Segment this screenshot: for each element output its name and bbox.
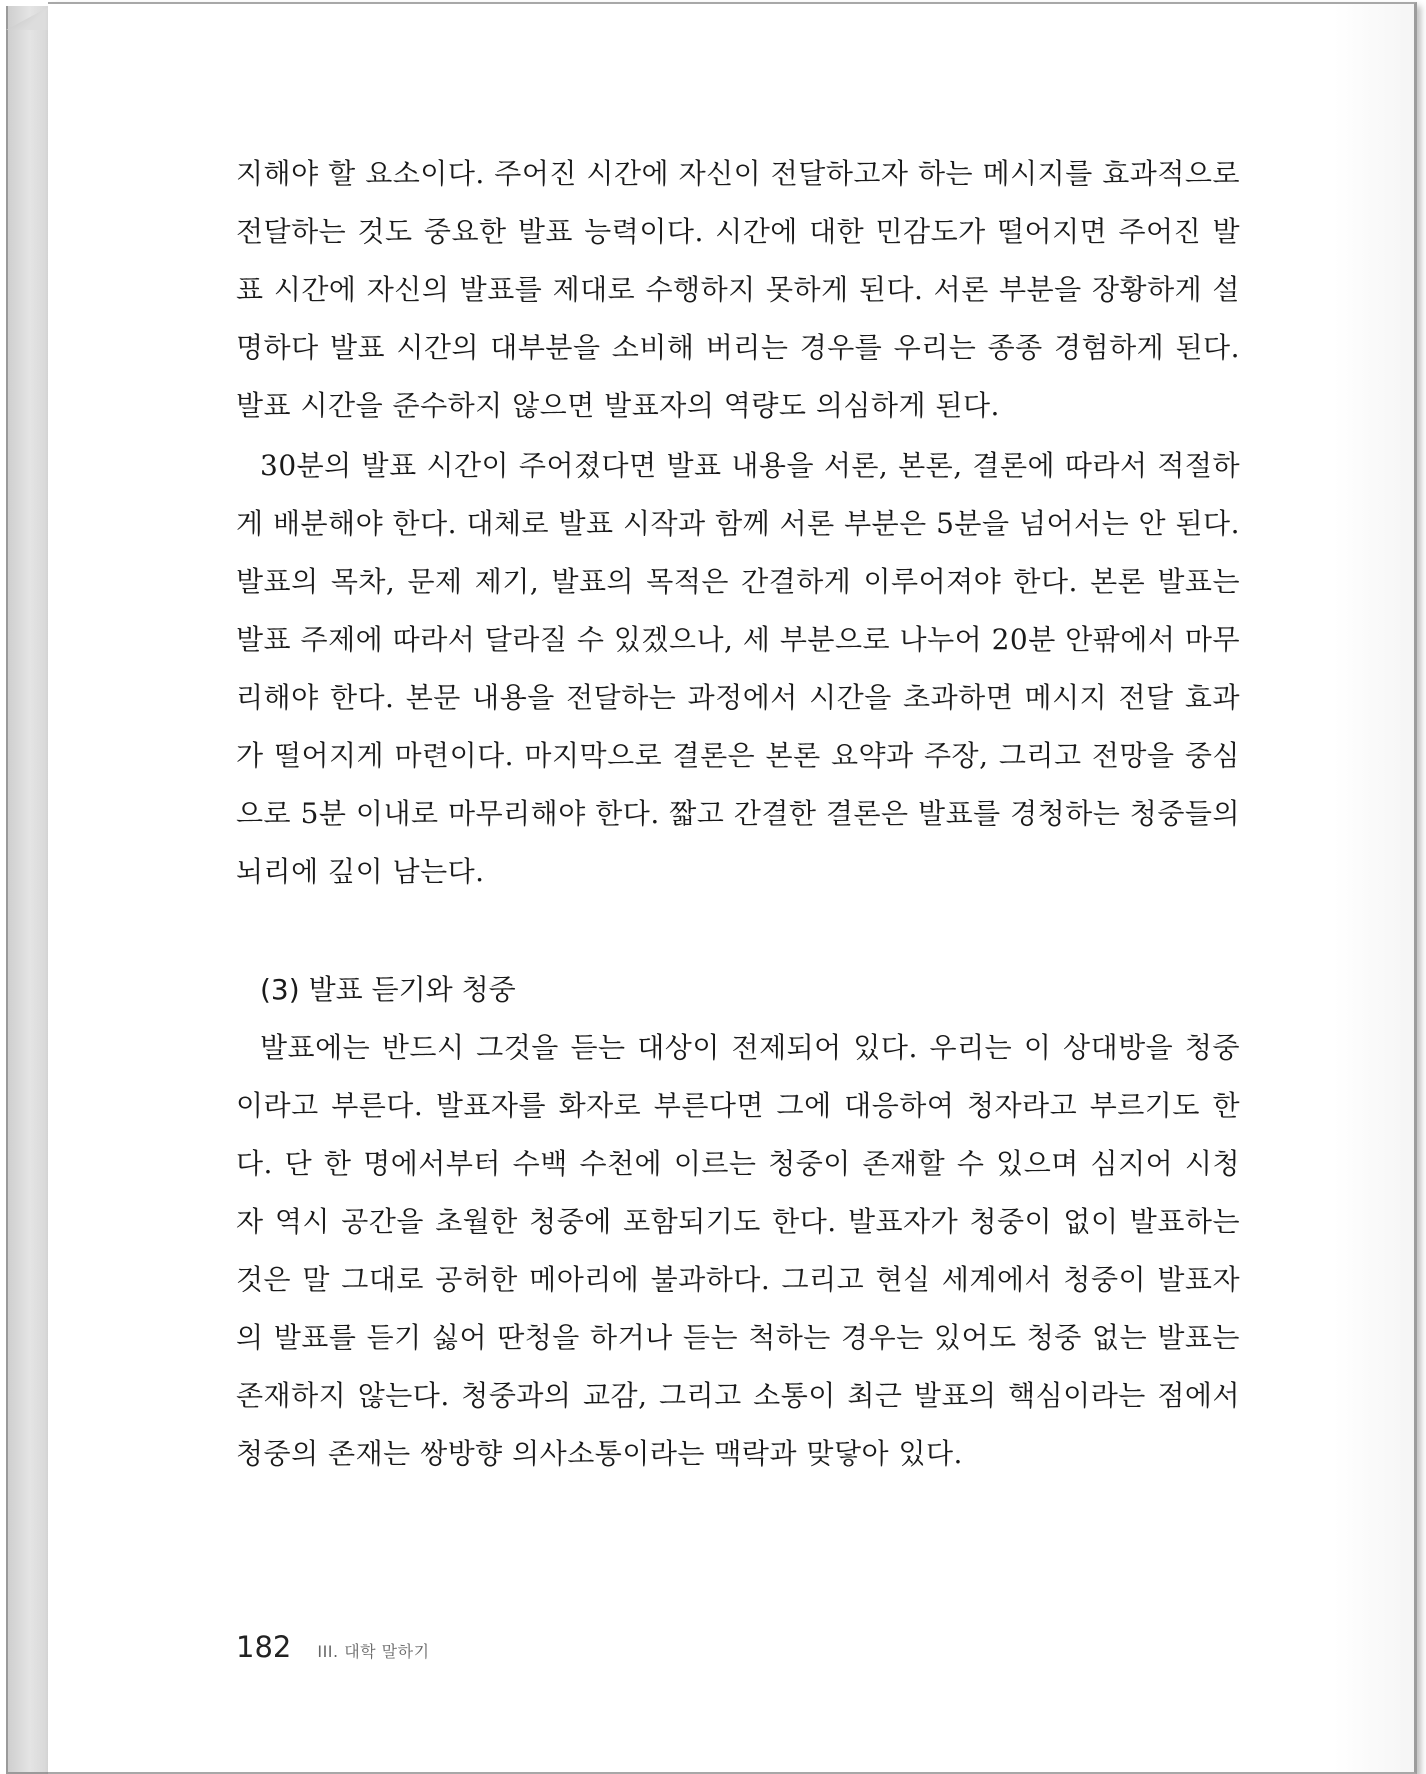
page-footer [236, 1630, 430, 1670]
paragraph-line: 발표에는 반드시 그것을 듣는 대상이 전제되어 있다. 우리는 이 상대방을 청중 [260, 1031, 1240, 1064]
paragraph-line: 명하다 발표 시간의 대부분을 소비해 버리는 경우를 우리는 종종 경험하게 된다. [236, 331, 1240, 364]
page-number: 182 [236, 1630, 292, 1664]
paragraph-line: 존재하지 않는다. 청중과의 교감, 그리고 소통이 최근 발표의 핵심이라는 점에서 [236, 1379, 1240, 1412]
paragraph-line: 전달하는 것도 중요한 발표 능력이다. 시간에 대한 민감도가 떨어지면 주어진 발 [236, 215, 1240, 248]
paragraph-line: 표 시간에 자신의 발표를 제대로 수행하지 못하게 된다. 서론 부분을 장황하게 설 [236, 273, 1240, 306]
running-head: III. 대학 말하기 [317, 1642, 430, 1661]
paragraph-line: 으로 5분 이내로 마무리해야 한다. 짧고 간결한 결론은 발표를 경청하는 청중들의 [236, 797, 1240, 830]
paragraph-line: 게 배분해야 한다. 대체로 발표 시작과 함께 서론 부분은 5분을 넘어서는 안 된다. [236, 507, 1240, 540]
paragraph-line: 뇌리에 깊이 남는다. [236, 855, 485, 888]
paragraph-line: 청중의 존재는 쌍방향 의사소통이라는 맥락과 맞닿아 있다. [236, 1437, 963, 1470]
paragraph-line: 지해야 할 요소이다. 주어진 시간에 자신이 전달하고자 하는 메시지를 효과적으로 [236, 157, 1240, 190]
paragraph-line: 발표 주제에 따라서 달라질 수 있겠으나, 세 부분으로 나누어 20분 안팎에서 마무 [236, 623, 1240, 656]
paragraph-line: 이라고 부른다. 발표자를 화자로 부른다면 그에 대응하여 청자라고 부르기도 한 [236, 1089, 1240, 1122]
page-shading [1334, 4, 1414, 1772]
section-heading: (3) 발표 듣기와 청중 [260, 973, 516, 1006]
paragraph-line: 자 역시 공간을 초월한 청중에 포함되기도 한다. 발표자가 청중이 없이 발표하는 [236, 1205, 1240, 1238]
paragraph-line: 것은 말 그대로 공허한 메아리에 불과하다. 그리고 현실 세계에서 청중이 발표자 [236, 1263, 1240, 1296]
paragraph-line: 다. 단 한 명에서부터 수백 수천에 이르는 청중이 존재할 수 있으며 심지어 시청 [236, 1147, 1240, 1180]
paragraph-line: 리해야 한다. 본문 내용을 전달하는 과정에서 시간을 초과하면 메시지 전달 효과 [236, 681, 1240, 714]
paragraph-line: 발표 시간을 준수하지 않으면 발표자의 역량도 의심하게 된다. [236, 389, 1000, 422]
paragraph-line: 가 떨어지게 마련이다. 마지막으로 결론은 본론 요약과 주장, 그리고 전망을 중심 [236, 739, 1240, 772]
paragraph-line: 30분의 발표 시간이 주어졌다면 발표 내용을 서론, 본론, 결론에 따라서 적절하 [260, 449, 1240, 482]
paragraph-line: 의 발표를 듣기 싫어 딴청을 하거나 듣는 척하는 경우는 있어도 청중 없는 발표는 [236, 1321, 1240, 1354]
paragraph-line: 발표의 목차, 문제 제기, 발표의 목적은 간결하게 이루어져야 한다. 본론 발표는 [236, 565, 1240, 598]
